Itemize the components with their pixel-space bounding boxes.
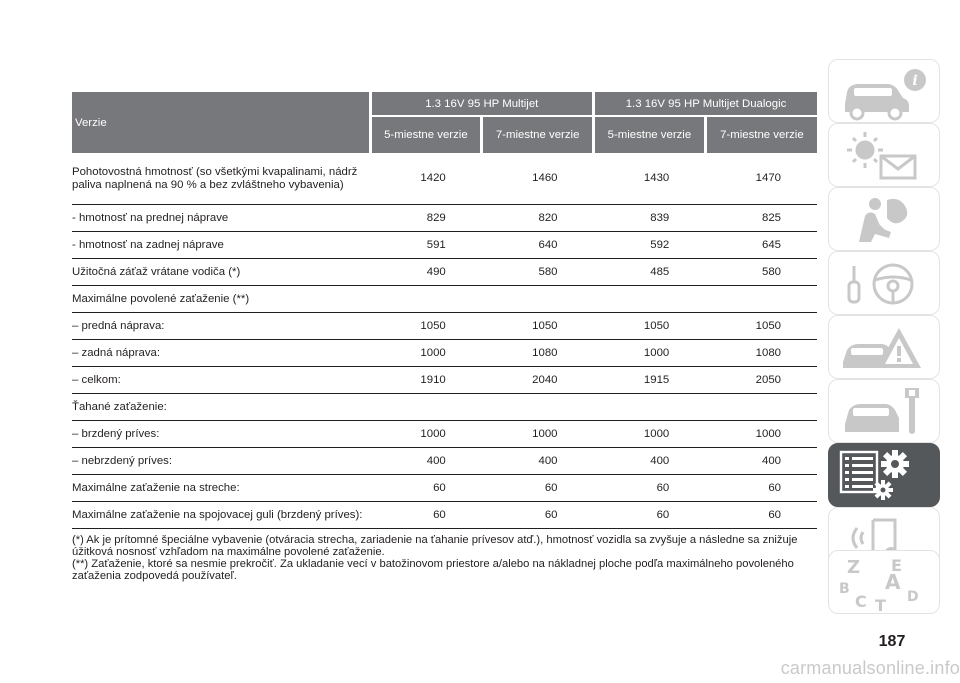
row-value: 580 [705,259,817,286]
engine-group-header-2: 1.3 16V 95 HP Multijet Dualogic [594,92,818,116]
row-label: – brzdený príves: [72,421,370,448]
row-value: 1050 [705,313,817,340]
row-label: Maximálne povolené zaťaženie (**) [72,286,370,313]
table-row [72,448,817,475]
warning-lights-envelope-icon [829,124,941,188]
row-value: 60 [594,475,706,502]
row-value: 60 [482,502,594,529]
row-value: 1050 [482,313,594,340]
tab-starting-driving[interactable] [828,251,940,315]
subheader-5-seat: 5-miestne verzie [594,116,706,153]
index-letter-a: A [885,570,901,594]
row-value: 1460 [482,153,594,205]
row-label: – celkom: [72,367,370,394]
table-row [72,421,817,448]
row-value [705,394,817,421]
index-letter-e: E [891,556,902,575]
footnote-max-load: (**) Zaťaženie, ktoré sa nesmie prekročiť. Za ukladanie vecí v batožinovom priestore a/alebo na nákladnej ploche podľa maximálneho povoleného zaťaženia zodpovedá používateľ. [72,558,794,582]
row-value: 820 [482,205,594,232]
subheader-5-seat: 5-miestne verzie [370,116,482,153]
row-value [482,394,594,421]
table-row [72,394,817,421]
row-label: Užitočná záťaž vrátane vodiča (*) [72,259,370,286]
row-value: 485 [594,259,706,286]
table-row [72,286,817,313]
row-value [370,394,482,421]
subheader-7-seat: 7-miestne verzie [482,116,594,153]
table-row [72,367,817,394]
row-value: 1420 [370,153,482,205]
table-body [72,153,817,529]
row-label: - hmotnosť na zadnej náprave [72,232,370,259]
row-label: Pohotovostná hmotnosť (so všetkými kvapalinami, nádrž paliva naplnená na 90 % a bez zvláštneho vybavenia) [72,153,370,205]
footnote-accessories: (*) Ak je prítomné špeciálne vybavenie (otváracia strecha, zariadenie na ťahanie prívesov atď.), hmotnosť vozidla sa zvyšuje a následne sa znižuje úžitková nosnosť vzhľadom na maximálne povolené zaťaženie. [72,534,798,558]
key-steering-wheel-icon [829,252,941,316]
row-value: 1080 [482,340,594,367]
row-value: 1000 [705,421,817,448]
car-breakdown-icon [829,316,941,380]
row-value [594,394,706,421]
engine-group-header-1: 1.3 16V 95 HP Multijet [370,92,594,116]
row-value: 1915 [594,367,706,394]
specifications-gears-icon [829,444,941,508]
row-value: 2040 [482,367,594,394]
row-value: 1050 [594,313,706,340]
row-value: 1080 [705,340,817,367]
row-label: – predná náprava: [72,313,370,340]
watermark: carmanualsonline.info [780,658,960,678]
svg-text:i: i [912,73,918,89]
table-row [72,232,817,259]
row-value: 60 [370,475,482,502]
row-value: 1000 [482,421,594,448]
footnotes [72,534,817,582]
row-value [594,286,706,313]
seat-airbag-icon [829,188,941,252]
tab-technical-data[interactable] [828,443,940,507]
weights-table [72,92,817,529]
table-row [72,313,817,340]
table-row [72,259,817,286]
row-value: 1910 [370,367,482,394]
row-value: 60 [594,502,706,529]
tab-car-info[interactable] [828,59,940,123]
row-value: 580 [482,259,594,286]
table-row [72,153,817,205]
row-value: 400 [594,448,706,475]
row-label: Maximálne zaťaženie na streche: [72,475,370,502]
row-value: 60 [482,475,594,502]
row-value: 829 [370,205,482,232]
row-value: 1430 [594,153,706,205]
index-letter-c: C [855,592,867,611]
row-label: - hmotnosť na prednej náprave [72,205,370,232]
tab-warning-lights[interactable] [828,123,940,187]
row-value: 825 [705,205,817,232]
table-row [72,340,817,367]
row-value: 2050 [705,367,817,394]
index-letter-z: Z [847,557,861,578]
row-value: 592 [594,232,706,259]
alphabetical-index-icon [829,551,941,615]
row-value: 60 [705,502,817,529]
table-row [72,205,817,232]
car-maintenance-icon [829,380,941,444]
row-value: 1000 [370,340,482,367]
row-value: 591 [370,232,482,259]
row-value: 640 [482,232,594,259]
row-label: – zadná náprava: [72,340,370,367]
tab-safety[interactable] [828,187,940,251]
row-value [705,286,817,313]
row-value: 60 [705,475,817,502]
car-info-icon [829,60,941,124]
row-value: 60 [370,502,482,529]
table-row [72,502,817,529]
row-value: 400 [482,448,594,475]
row-value: 490 [370,259,482,286]
row-value [482,286,594,313]
index-letter-d: D [907,589,919,605]
row-value: 1000 [594,340,706,367]
tab-maintenance[interactable] [828,379,940,443]
row-label: Maximálne zaťaženie na spojovacej guli (brzdený príves): [72,502,370,529]
version-header: Verzie [72,92,370,153]
page-number: 187 [878,633,906,650]
tab-emergency[interactable] [828,315,940,379]
row-label: – nebrzdený príves: [72,448,370,475]
table-row [72,475,817,502]
row-value: 839 [594,205,706,232]
row-value: 645 [705,232,817,259]
index-letter-b: B [839,581,850,597]
row-value: 400 [705,448,817,475]
row-value [370,286,482,313]
row-value: 1050 [370,313,482,340]
index-letter-t: T [875,596,886,615]
row-value: 1000 [594,421,706,448]
subheader-7-seat: 7-miestne verzie [705,116,817,153]
row-label: Ťahané zaťaženie: [72,394,370,421]
tab-index[interactable] [828,550,940,614]
row-value: 1470 [705,153,817,205]
row-value: 1000 [370,421,482,448]
row-value: 400 [370,448,482,475]
